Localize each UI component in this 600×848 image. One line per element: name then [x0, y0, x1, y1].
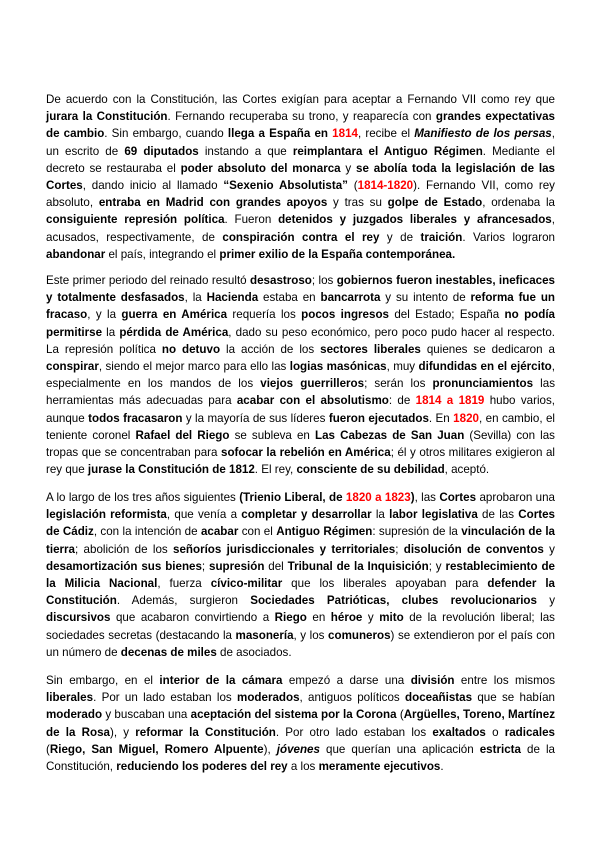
text-run: y buscaban una: [102, 708, 191, 722]
text-run: defender la Constitución: [46, 577, 556, 608]
text-run: la acción de los: [220, 342, 321, 356]
text-run: .: [440, 760, 444, 774]
text-run: reduciendo los poderes del rey: [116, 760, 288, 774]
text-run: , acusados, respectivamente, de: [46, 213, 555, 244]
text-run: señoríos jurisdiccionales y territoriales: [173, 542, 396, 556]
paragraph-3: [46, 489, 555, 661]
text-run: Rafael del Riego: [135, 428, 230, 442]
text-run: traición: [420, 230, 463, 244]
text-run: . En: [428, 411, 454, 425]
text-run: (: [347, 179, 358, 193]
text-run: ), y: [109, 725, 136, 739]
text-run: quienes se dedicaron a: [420, 342, 555, 356]
text-run: y: [543, 542, 555, 556]
text-run: Antiguo Régimen: [276, 525, 373, 539]
text-run: consiguiente represión política: [46, 213, 225, 227]
text-run: y su intento de: [380, 291, 471, 305]
text-run: Tribunal de la Inquisición: [287, 559, 429, 573]
text-run: exaltados: [432, 725, 486, 739]
text-run: Las Cabezas de San Juan: [314, 428, 465, 442]
text-run: disolución de conventos: [403, 542, 544, 556]
text-run: 1814: [332, 127, 358, 141]
text-run: , y la: [87, 308, 122, 322]
text-run: ),: [263, 742, 277, 756]
text-run: moderados: [237, 691, 300, 705]
text-run: Riego: [274, 611, 307, 625]
text-run: hubo varios, aunque: [46, 394, 555, 425]
text-run: ): [410, 491, 415, 504]
text-run: . Por un lado estaban los: [93, 691, 238, 705]
text-run: , con la intención de: [93, 525, 201, 539]
text-run: ;: [395, 542, 404, 556]
text-run: de asociados.: [216, 645, 292, 659]
text-run: ; abolición de los: [75, 542, 174, 556]
text-run: : de: [388, 394, 416, 408]
text-run: aceptación del sistema por la Corona: [190, 708, 397, 722]
text-run: se abolía toda la legislación de las Cortes: [46, 161, 555, 193]
text-run: . Fueron: [224, 213, 279, 227]
text-run: héroe: [330, 611, 363, 625]
text-run: jóvenes: [276, 742, 320, 756]
text-run: se subleva en: [229, 428, 315, 442]
text-run: completar y desarrollar: [241, 508, 372, 522]
text-run: radicales: [504, 725, 555, 739]
text-run: golpe de Estado: [387, 196, 483, 210]
text-run: con el: [238, 525, 277, 539]
text-run: A lo largo de los tres años siguientes: [46, 491, 240, 504]
text-run: y: [340, 161, 357, 175]
text-run: consciente de su debilidad: [296, 463, 445, 477]
text-run: instando a que: [198, 144, 293, 158]
text-run: mito: [379, 611, 404, 625]
text-run: vinculación de la tierra: [46, 525, 555, 556]
text-run: . Por otro lado estaban los: [275, 725, 433, 739]
text-run: ;: [201, 559, 210, 573]
text-run: y la mayoría de sus líderes: [182, 411, 329, 425]
text-run: meramente ejecutivos: [318, 760, 441, 774]
text-run: , que venía a: [166, 508, 242, 522]
text-run: y de: [379, 230, 421, 244]
text-run: el país, integrando el: [105, 247, 220, 261]
text-run: ; y: [428, 559, 446, 573]
text-run: no detuvo: [161, 342, 221, 356]
text-run: Manifiesto de los persas: [414, 127, 552, 141]
text-run: y: [536, 594, 555, 608]
text-run: a los: [287, 760, 319, 774]
text-run: , siendo el mejor marco para ello las: [98, 360, 290, 374]
text-run: que querían una aplicación: [319, 742, 480, 756]
text-run: conspirar: [46, 360, 99, 374]
text-run: reforma fue un fracaso: [46, 291, 556, 322]
text-run: , dado su peso económico, pero poco pudo hacer al respecto. La represión política: [46, 325, 555, 356]
text-run: (: [46, 742, 50, 756]
text-run: , la: [184, 291, 207, 305]
text-run: que acabaron convirtiendo a: [110, 611, 275, 625]
text-run: llega a España en: [227, 127, 333, 141]
text-run: (Sevilla) con las tropas que se concentraban para: [46, 428, 555, 460]
text-run: acabar: [200, 525, 239, 539]
text-run: las herramientas más adecuadas para: [46, 377, 555, 408]
text-run: de la revolución liberal; las sociedades secretas (destacando la: [46, 611, 555, 642]
text-run: . Fernando recuperaba su trono, y reaparecía con: [167, 110, 436, 124]
text-run: jurase la Constitución de 1812: [87, 463, 255, 477]
text-run: . Varios lograron: [462, 230, 556, 244]
text-run: restablecimiento de la Milicia Nacional: [46, 559, 555, 591]
text-run: del: [264, 559, 288, 573]
text-run: del Estado; España: [388, 308, 505, 322]
text-run: en: [306, 611, 331, 625]
text-run: ; él y otros militares exigieron al rey que: [46, 446, 555, 477]
text-run: . Mediante el decreto se restauraba el: [46, 144, 555, 175]
text-run: moderado: [46, 708, 103, 722]
text-run: supresión: [209, 559, 265, 573]
text-run: , y los: [293, 628, 329, 642]
text-run: , antiguos políticos: [299, 691, 406, 705]
text-run: estaba en: [258, 291, 321, 305]
text-run: Cortes: [439, 491, 477, 504]
text-run: requería los: [227, 308, 302, 322]
text-run: empezó a darse una: [282, 674, 411, 687]
text-run: . Además, surgieron: [116, 594, 251, 608]
text-run: desastroso: [250, 274, 312, 287]
text-run: 1814-1820: [357, 179, 414, 193]
text-run: sectores liberales: [320, 342, 421, 356]
text-run: , especialmente en los mandos de los: [46, 360, 556, 391]
text-run: Hacienda: [206, 291, 259, 305]
text-run: Argüelles, Toreno, Martínez de la Rosa: [46, 708, 555, 739]
text-run: desamortización sus bienes: [46, 559, 202, 573]
text-run: viejos guerrilleros: [260, 377, 365, 391]
text-run: entraba en Madrid con grandes apoyos: [98, 196, 328, 210]
text-run: la: [371, 508, 390, 522]
text-run: poder absoluto del monarca: [180, 161, 341, 175]
text-run: . El rey,: [254, 463, 297, 477]
text-run: legislación reformista: [46, 508, 167, 522]
text-run: , dando inicio al llamado: [82, 179, 224, 193]
text-run: entre los mismos: [454, 674, 555, 687]
text-run: comuneros: [328, 628, 391, 642]
text-run: labor legislativa: [389, 508, 478, 522]
text-run: “Sexenio Absolutista”: [223, 179, 348, 193]
text-run: . Sin embargo, cuando: [104, 127, 228, 141]
text-run: sofocar la rebelión en América: [221, 446, 391, 460]
paragraph-4: [46, 672, 555, 775]
text-run: y: [362, 611, 380, 625]
text-run: grandes expectativas de cambio: [46, 110, 555, 141]
text-run: 1820: [453, 411, 479, 425]
text-run: acabar con el absolutismo: [236, 394, 389, 408]
text-run: la: [102, 325, 120, 339]
paragraph-1: [46, 91, 555, 263]
text-run: pronunciamientos: [432, 377, 534, 391]
text-run: gobiernos fueron inestables, ineficaces y totalmente desfasados: [46, 274, 555, 305]
text-run: , un escrito de: [46, 127, 555, 158]
text-run: interior de la cámara: [159, 674, 283, 687]
text-run: masonería: [235, 628, 294, 642]
text-run: , recibe el: [357, 127, 415, 141]
text-run: no podía permitirse: [46, 308, 555, 339]
text-run: ). Fernando VII, como rey absoluto,: [46, 179, 555, 210]
text-run: jurara la Constitución: [46, 110, 168, 124]
text-run: pocos ingresos: [301, 308, 389, 322]
text-run: (: [396, 708, 404, 722]
text-run: ; serán los: [364, 377, 433, 391]
text-run: bancarrota: [320, 291, 381, 305]
text-run: doceañistas: [405, 691, 473, 705]
text-run: 1820 a 1823: [345, 491, 411, 504]
text-run: ) se extendieron por el país con un número de: [46, 628, 555, 659]
text-run: todos fracasaron: [88, 411, 183, 425]
text-run: decenas de miles: [120, 645, 217, 659]
text-run: de las: [477, 508, 519, 522]
text-run: pérdida de América: [119, 325, 229, 339]
text-run: cívico-militar: [210, 577, 283, 591]
text-run: reformar la Constitución: [135, 725, 276, 739]
text-run: o: [485, 725, 505, 739]
text-run: , fuerza: [157, 577, 211, 591]
text-run: que se habían: [472, 691, 556, 705]
text-run: De acuerdo con la Constitución, las Cortes exigían para aceptar a Fernando VII como rey que: [46, 93, 555, 106]
text-run: Sociedades Patrióticas, clubes revolucionarios: [250, 594, 537, 608]
text-run: abandonar: [46, 247, 106, 261]
text-run: aprobaron una: [476, 491, 556, 504]
text-run: , aceptó.: [444, 463, 490, 477]
text-run: (Trienio Liberal, de: [239, 491, 346, 504]
text-run: de la Constitución,: [46, 742, 555, 774]
text-run: , ordenaba la: [482, 196, 556, 210]
text-run: Sin embargo, en el: [46, 674, 160, 687]
text-run: Cortes de Cádiz: [46, 508, 556, 539]
text-run: , las: [414, 491, 440, 504]
text-run: primer exilio de la España contemporánea.: [219, 247, 456, 261]
text-run: conspiración contra el rey: [222, 230, 380, 244]
text-run: fueron ejecutados: [328, 411, 429, 425]
text-run: estricta: [479, 742, 521, 756]
paragraph-2: [46, 272, 555, 478]
text-run: que los liberales apoyaban para: [282, 577, 488, 591]
text-run: Este primer periodo del reinado resultó: [46, 274, 251, 287]
text-run: , muy: [386, 360, 419, 374]
text-run: Riego, San Miguel, Romero Alpuente: [49, 742, 264, 756]
text-run: , en cambio, el teniente coronel: [46, 411, 555, 442]
text-run: discursivos: [46, 611, 111, 625]
text-run: 69 diputados: [124, 144, 199, 158]
text-run: reimplantara el Antiguo Régimen: [292, 144, 483, 158]
text-run: y tras su: [327, 196, 388, 210]
text-run: división: [410, 674, 455, 687]
text-run: liberales: [46, 691, 94, 705]
text-run: detenidos y juzgados liberales y afrancesados: [278, 213, 552, 227]
text-run: guerra en América: [121, 308, 228, 322]
text-run: difundidas en el ejército: [418, 360, 552, 374]
text-run: 1814 a 1819: [415, 394, 485, 408]
text-run: : supresión de la: [372, 525, 462, 539]
text-run: ; los: [311, 274, 337, 287]
text-run: logias masónicas: [289, 360, 387, 374]
